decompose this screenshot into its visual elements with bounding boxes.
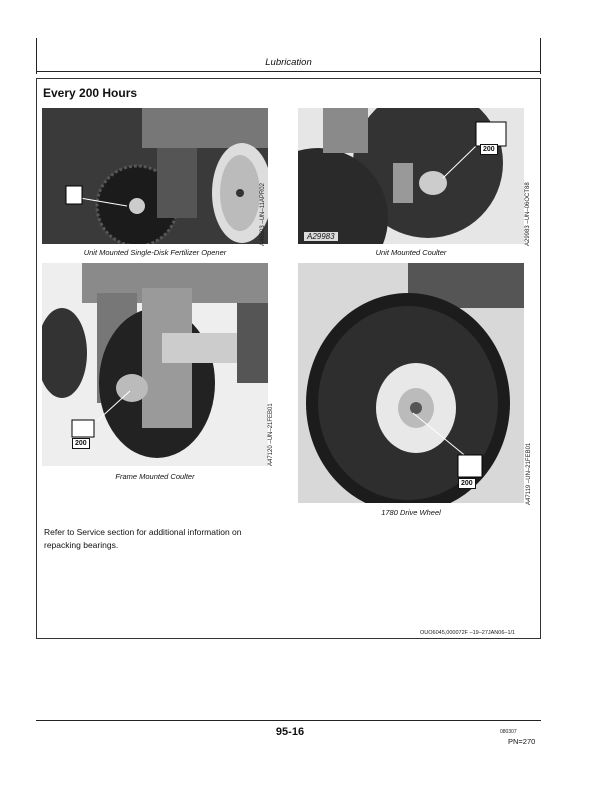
figure-id-frame-coulter: A47120 –UN–21FEB01 [268,403,274,466]
frame-coulter-photo [42,263,268,466]
footer-divider [36,720,541,721]
section-title: Every 200 Hours [43,86,138,100]
footer-code: 080307 [500,729,517,735]
interval-badge: 200 [480,144,498,155]
header-left-rule [36,38,37,74]
page-number: 95-16 [275,726,305,738]
reference-code: OUO6045,000072F –19–27JAN06–1/1 [420,630,516,636]
unit-coulter-photo [298,108,524,244]
interval-badge: 200 [72,438,90,449]
inset-label: A29983 [304,232,338,241]
header-divider [36,71,541,72]
caption-drive-wheel: 1780 Drive Wheel [381,508,441,517]
caption-unit-coulter: Unit Mounted Coulter [375,248,447,257]
service-note: Refer to Service section for additional information on repacking bearings. [44,527,242,550]
caption-frame-coulter: Frame Mounted Coulter [115,472,195,481]
page-header-title: Lubrication [265,57,312,68]
header-right-rule [540,38,541,74]
figure-id-fertilizer-opener: A46503 –UN–11APR02 [260,183,266,246]
caption-fertilizer-opener: Unit Mounted Single-Disk Fertilizer Opener [83,248,227,257]
figure-id-drive-wheel: A47119 –UN–21FEB01 [526,442,532,505]
fertilizer-opener-photo [42,108,268,244]
interval-badge: 200 [458,478,476,489]
footer-pn: PN=270 [508,737,536,746]
figure-id-unit-coulter: A29983 –UN–06OCT88 [525,182,531,246]
drive-wheel-photo [298,263,524,503]
